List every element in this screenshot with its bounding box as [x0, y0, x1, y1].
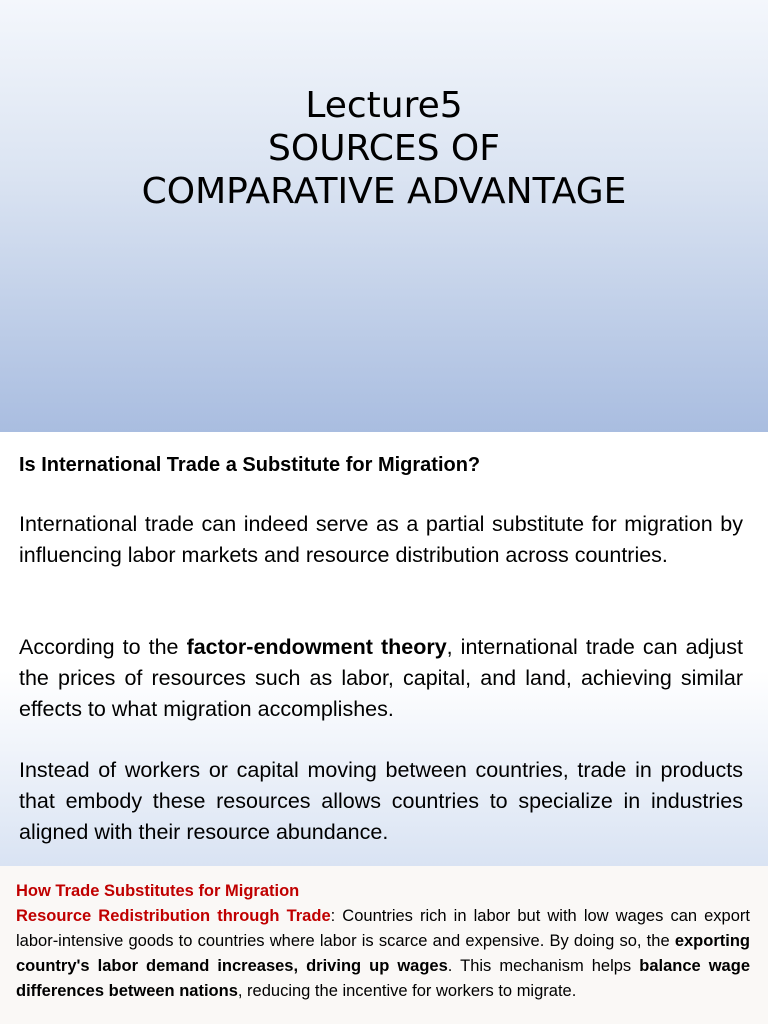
paragraph-factor-endowment — [19, 632, 743, 725]
paragraph-text: Instead of workers or capital moving between countries, trade in products that embody these resources allows countries to specialize in industries aligned with their resource abundance. — [19, 758, 743, 844]
paragraph-text: According to the — [19, 635, 187, 659]
factor-endowment-term: factor-endowment theory — [186, 635, 447, 659]
bottom-heading: How Trade Substitutes for Migration — [16, 882, 300, 900]
body-heading: Is International Trade a Substitute for Migration? — [19, 454, 481, 476]
paragraph-text: : Countries rich in labor but with low wages can export labor-intensive goods to countries where labor is scarce and expensive. By doing so, the — [16, 907, 750, 950]
sub-heading: Resource Redistribution through Trade — [16, 907, 331, 925]
bold-phrase: balance wage differences between nations — [16, 957, 750, 1000]
title-line-comparative-advantage: COMPARATIVE ADVANTAGE — [141, 171, 627, 212]
paragraph-text: . This mechanism helps — [447, 957, 640, 975]
body-slide — [0, 432, 768, 866]
bold-phrase: exporting country's labor demand increases, driving up wages — [16, 932, 750, 975]
title-line-lecture: Lecture5 — [305, 85, 463, 126]
paragraph-text: , reducing the incentive for workers to migrate. — [237, 982, 577, 1000]
title-slide — [0, 0, 768, 432]
paragraph-text: International trade can indeed serve as a partial substitute for migration by influencing labor markets and resource distribution across countries. — [19, 512, 743, 567]
bottom-paragraph — [16, 904, 750, 1004]
bottom-slide-text — [16, 879, 750, 1004]
paragraph-text: , international trade can adjust the prices of resources such as labor, capital, and land, achieving similar effects to what migration accomplishes. — [19, 635, 743, 721]
bottom-slide — [0, 866, 768, 1024]
slide-title — [0, 84, 768, 213]
paragraph-specialization — [19, 755, 743, 848]
title-line-sources: SOURCES OF — [268, 128, 500, 169]
paragraph-trade-substitute — [19, 509, 743, 571]
